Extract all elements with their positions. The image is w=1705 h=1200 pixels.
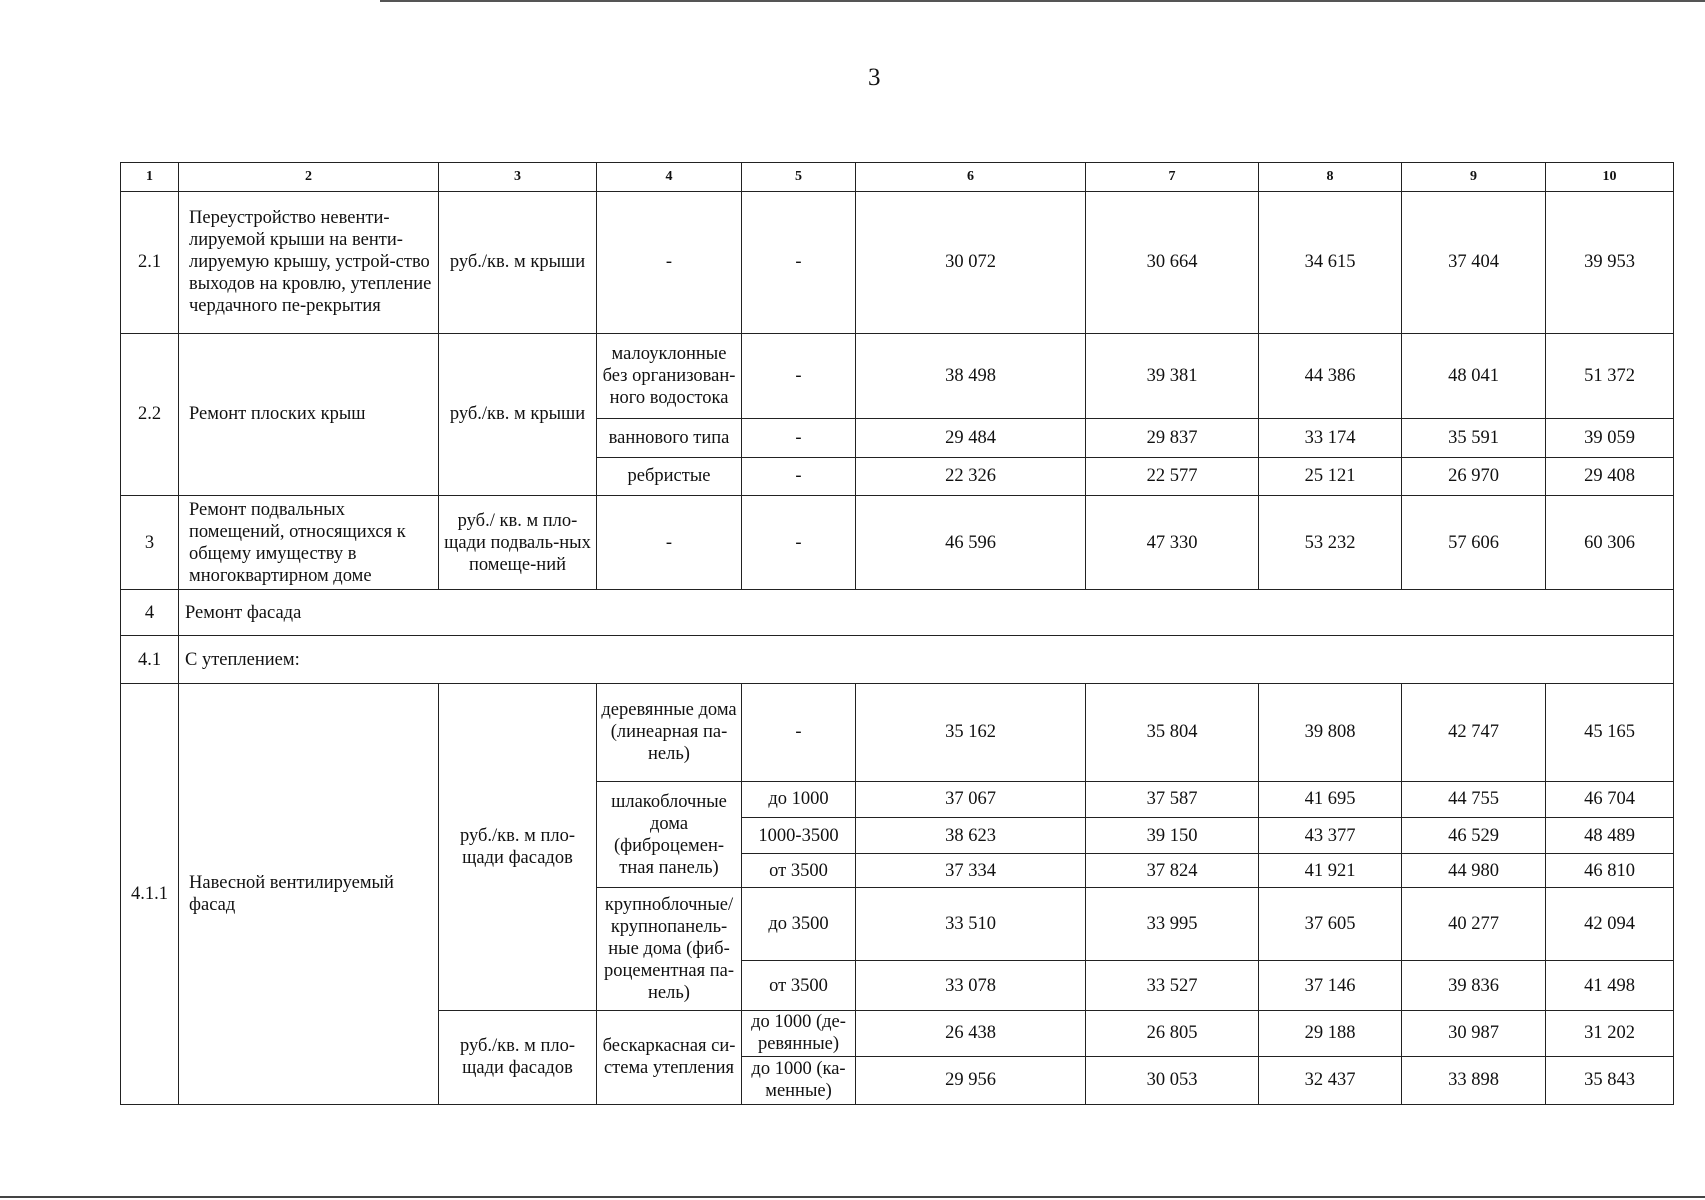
header-cell: 1: [121, 163, 179, 192]
header-cell: 8: [1259, 163, 1402, 192]
value-cell: 32 437: [1259, 1056, 1402, 1104]
size-cell: -: [742, 683, 856, 781]
value-cell: 30 987: [1402, 1010, 1546, 1056]
value-cell: 29 837: [1086, 418, 1259, 457]
value-cell: 30 664: [1086, 192, 1259, 333]
table-row: [121, 192, 1674, 333]
header-cell: 2: [179, 163, 439, 192]
value-cell: 44 386: [1259, 333, 1402, 418]
unit-cell: руб./ кв. м пло-щади подваль-ных помеще-ний: [439, 496, 597, 590]
size-cell: -: [742, 496, 856, 590]
value-cell: 48 041: [1402, 333, 1546, 418]
building-type: бескаркасная си-стема утепления: [597, 1010, 742, 1104]
value-cell: 38 498: [856, 333, 1086, 418]
value-cell: 47 330: [1086, 496, 1259, 590]
value-cell: 29 956: [856, 1056, 1086, 1104]
value-cell: 35 591: [1402, 418, 1546, 457]
value-cell: 37 605: [1259, 888, 1402, 961]
value-cell: 35 162: [856, 683, 1086, 781]
value-cell: 33 898: [1402, 1056, 1546, 1104]
value-cell: 38 623: [856, 818, 1086, 854]
size-cell: до 1000: [742, 781, 856, 817]
value-cell: 39 150: [1086, 818, 1259, 854]
value-cell: 41 695: [1259, 781, 1402, 817]
value-cell: 44 755: [1402, 781, 1546, 817]
unit-cell: руб./кв. м пло-щади фасадов: [439, 1010, 597, 1104]
value-cell: 22 326: [856, 457, 1086, 495]
size-cell: -: [742, 333, 856, 418]
value-cell: 26 970: [1402, 457, 1546, 495]
size-cell: до 1000 (ка-менные): [742, 1056, 856, 1104]
value-cell: 34 615: [1259, 192, 1402, 333]
value-cell: 37 404: [1402, 192, 1546, 333]
value-cell: 30 053: [1086, 1056, 1259, 1104]
value-cell: 46 810: [1546, 854, 1674, 888]
row-code: 2.2: [121, 333, 179, 495]
work-name: Переустройство невенти-лируемой крыши на венти-лируемую крышу, устрой-ство выходов на кровлю, утепление чердачного пе-рекрытия: [179, 192, 439, 333]
rates-table-container: [120, 162, 1673, 1105]
value-cell: 26 438: [856, 1010, 1086, 1056]
value-cell: 44 980: [1402, 854, 1546, 888]
value-cell: 39 059: [1546, 418, 1674, 457]
value-cell: 41 921: [1259, 854, 1402, 888]
row-code: 4: [121, 590, 179, 636]
value-cell: 41 498: [1546, 961, 1674, 1010]
row-code: 3: [121, 496, 179, 590]
value-cell: 39 808: [1259, 683, 1402, 781]
section-title: Ремонт фасада: [179, 590, 1674, 636]
value-cell: 46 704: [1546, 781, 1674, 817]
size-cell: от 3500: [742, 854, 856, 888]
value-cell: 39 953: [1546, 192, 1674, 333]
building-type: деревянные дома (линеарная па-нель): [597, 683, 742, 781]
top-scan-rule: [380, 0, 1705, 2]
building-type: крупноблочные/ крупнопанель-ные дома (фиб-роцементная па-нель): [597, 888, 742, 1010]
header-cell: 4: [597, 163, 742, 192]
value-cell: 30 072: [856, 192, 1086, 333]
value-cell: 33 510: [856, 888, 1086, 961]
header-cell: 3: [439, 163, 597, 192]
row-code: 2.1: [121, 192, 179, 333]
value-cell: 42 747: [1402, 683, 1546, 781]
rates-table: [120, 162, 1674, 1105]
value-cell: 42 094: [1546, 888, 1674, 961]
section-row: [121, 636, 1674, 683]
value-cell: 60 306: [1546, 496, 1674, 590]
size-cell: -: [742, 457, 856, 495]
page-number: 3: [868, 64, 881, 91]
size-cell: до 1000 (де-ревянные): [742, 1010, 856, 1056]
work-name: Ремонт подвальных помещений, относящихся к общему имуществу в многоквартирном доме: [179, 496, 439, 590]
value-cell: 33 078: [856, 961, 1086, 1010]
value-cell: 39 381: [1086, 333, 1259, 418]
size-cell: -: [742, 418, 856, 457]
value-cell: 35 804: [1086, 683, 1259, 781]
value-cell: 33 995: [1086, 888, 1259, 961]
value-cell: 29 188: [1259, 1010, 1402, 1056]
value-cell: 37 824: [1086, 854, 1259, 888]
value-cell: 51 372: [1546, 333, 1674, 418]
work-name: Навесной вентилируемый фасад: [179, 683, 439, 1104]
value-cell: 53 232: [1259, 496, 1402, 590]
size-cell: -: [742, 192, 856, 333]
size-cell: 1000-3500: [742, 818, 856, 854]
building-type: ребристые: [597, 457, 742, 495]
value-cell: 25 121: [1259, 457, 1402, 495]
unit-cell: руб./кв. м пло-щади фасадов: [439, 683, 597, 1010]
row-code: 4.1: [121, 636, 179, 683]
value-cell: 57 606: [1402, 496, 1546, 590]
size-cell: до 3500: [742, 888, 856, 961]
building-type: малоуклонные без организован-ного водостока: [597, 333, 742, 418]
building-type: -: [597, 496, 742, 590]
value-cell: 45 165: [1546, 683, 1674, 781]
header-row: [121, 163, 1674, 192]
header-cell: 6: [856, 163, 1086, 192]
value-cell: 46 596: [856, 496, 1086, 590]
building-type: шлакоблочные дома (фиброцемен-тная панель): [597, 781, 742, 887]
value-cell: 37 587: [1086, 781, 1259, 817]
table-row: [121, 683, 1674, 781]
unit-cell: руб./кв. м крыши: [439, 333, 597, 495]
header-cell: 5: [742, 163, 856, 192]
row-code: 4.1.1: [121, 683, 179, 1104]
building-type: ваннового типа: [597, 418, 742, 457]
section-row: [121, 590, 1674, 636]
table-row: [121, 496, 1674, 590]
value-cell: 40 277: [1402, 888, 1546, 961]
value-cell: 33 174: [1259, 418, 1402, 457]
value-cell: 48 489: [1546, 818, 1674, 854]
value-cell: 26 805: [1086, 1010, 1259, 1056]
value-cell: 33 527: [1086, 961, 1259, 1010]
bottom-scan-rule: [0, 1196, 1705, 1198]
size-cell: от 3500: [742, 961, 856, 1010]
unit-cell: руб./кв. м крыши: [439, 192, 597, 333]
value-cell: 39 836: [1402, 961, 1546, 1010]
value-cell: 31 202: [1546, 1010, 1674, 1056]
table-row: [121, 333, 1674, 418]
section-title: С утеплением:: [179, 636, 1674, 683]
value-cell: 29 408: [1546, 457, 1674, 495]
work-name: Ремонт плоских крыш: [179, 333, 439, 495]
value-cell: 29 484: [856, 418, 1086, 457]
value-cell: 43 377: [1259, 818, 1402, 854]
building-type: -: [597, 192, 742, 333]
header-cell: 9: [1402, 163, 1546, 192]
value-cell: 37 334: [856, 854, 1086, 888]
value-cell: 35 843: [1546, 1056, 1674, 1104]
value-cell: 37 146: [1259, 961, 1402, 1010]
value-cell: 46 529: [1402, 818, 1546, 854]
value-cell: 37 067: [856, 781, 1086, 817]
header-cell: 7: [1086, 163, 1259, 192]
header-cell: 10: [1546, 163, 1674, 192]
value-cell: 22 577: [1086, 457, 1259, 495]
